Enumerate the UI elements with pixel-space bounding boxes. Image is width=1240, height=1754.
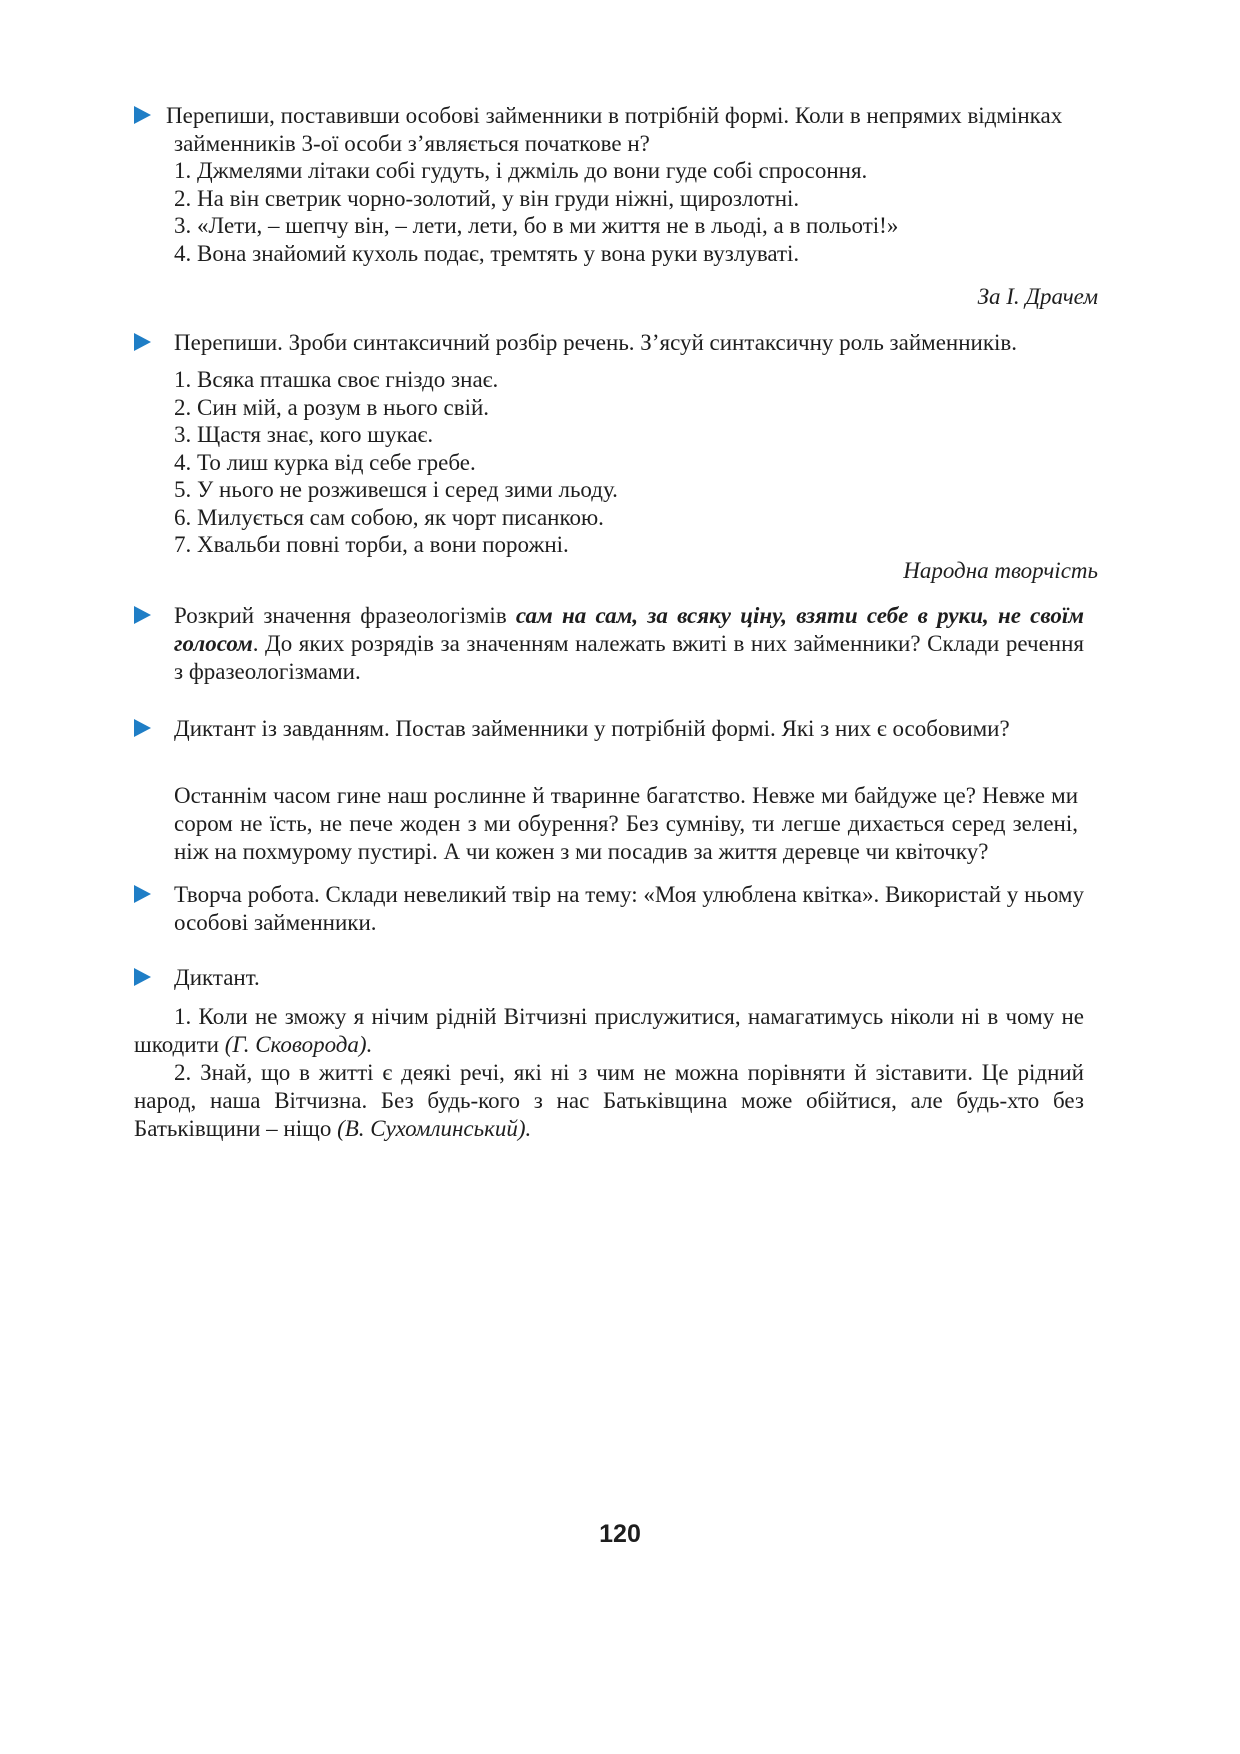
dictation-text: Останнім часом гине наш рослинне й тваринне багатство. Невже ми байдуже це? Невже ми сором не їсть, не пече жоден з ми обурення? Без сумніву, ти легше дихається серед зелені, ніж на похмурому пустирі. А чи кожен з ми посадив за життя деревце чи квіточку? <box>174 783 1078 864</box>
list-item: 1. Всяка пташка своє гніздо знає. <box>174 367 499 392</box>
task-6-text: Диктант. <box>174 965 260 990</box>
task-4 <box>134 715 1094 743</box>
task-3-text-start: Розкрий значення фразеологізмів <box>174 603 516 628</box>
triangle-bullet-icon <box>134 719 151 737</box>
list-item: 5. У нього не розживешся і серед зими льоду. <box>174 477 618 502</box>
task-5 <box>134 881 1084 937</box>
task-1 <box>134 102 1094 158</box>
dictation-1-text: 1. Коли не зможу я нічим рідній Вітчизні прислужитися, намагатимусь ніколи ні в чому не шкодити <box>134 1004 1084 1057</box>
task-2-list <box>174 366 1074 559</box>
list-item: 3. «Лети, – шепчу він, – лети, лети, бо в ми життя не в льоді, а в польоті!» <box>174 213 899 238</box>
triangle-bullet-icon <box>134 885 151 903</box>
list-item: 4. Вона знайомий кухоль подає, тремтять у вона руки вузлуваті. <box>174 240 800 266</box>
task-2-text: Перепиши. Зроби синтаксичний розбір речень. З’ясуй синтаксичну роль займенників. <box>174 330 1018 355</box>
task-3-text <box>174 602 1084 686</box>
dictation-paragraph-2 <box>134 1059 1084 1143</box>
list-item: 2. Син мій, а розум в нього свій. <box>174 394 490 420</box>
task-4-text: Диктант із завданням. Постав займенники у потрібній формі. Які з них є особовими? <box>174 716 1010 741</box>
triangle-bullet-icon <box>134 106 151 124</box>
idiom-list: сам на сам, за всяку ціну, взяти себе в руки, не своїм голосом <box>174 603 1084 656</box>
dictation-2-author: (В. Сухомлинський). <box>337 1116 532 1141</box>
list-item: 3. Щастя знає, кого шукає. <box>174 422 434 447</box>
triangle-bullet-icon <box>134 333 151 351</box>
task-3-text-end: . До яких розрядів за значенням належать вжиті в них займенники? Склади речення з фразеологізмами. <box>174 631 1084 684</box>
list-item: 7. Хвальби повні торби, а вони порожні. <box>174 532 569 557</box>
task-1-line-2: займенників 3-ої особи з’являється початкове н? <box>174 131 650 156</box>
list-item: 4. То лиш курка від себе гребе. <box>174 449 476 475</box>
task-1-list <box>174 157 1074 267</box>
task-6 <box>134 964 1094 992</box>
task-3 <box>134 602 1084 686</box>
task-1-line-1: Перепиши, поставивши особові займенники в потрібній формі. Коли в непрямих відмінках <box>166 103 1063 128</box>
task-4-paragraph <box>174 782 1078 866</box>
task-2-attribution: Народна творчість <box>903 558 1098 583</box>
triangle-bullet-icon <box>134 606 151 624</box>
list-item: 6. Милується сам собою, як чорт писанкою. <box>174 504 604 530</box>
dictation-1-author: (Г. Сковорода). <box>224 1032 373 1057</box>
task-1-attribution: За І. Драчем <box>977 284 1098 309</box>
task-5-text: Творча робота. Склади невеликий твір на тему: «Моя улюблена квітка». Використай у ньому особові займенники. <box>174 882 1084 935</box>
task-2 <box>134 329 1094 357</box>
list-item: 2. На він светрик чорно-золотий, у він груди ніжні, щирозлотні. <box>174 185 800 211</box>
list-item: 1. Джмелями літаки собі гудуть, і джміль до вони гуде собі спросоння. <box>174 158 868 183</box>
page-number: 120 <box>599 1520 641 1548</box>
dictation-paragraph-1 <box>134 1003 1084 1059</box>
triangle-bullet-icon <box>134 968 151 986</box>
dictation-2-text: 2. Знай, що в житті є деякі речі, які ні з чим не можна порівняти й зіставити. Це рідний народ, наша Вітчизна. Без будь-кого з нас Батьківщина може обійтися, але будь-хто без Батьківщини – ніщо <box>134 1060 1084 1141</box>
